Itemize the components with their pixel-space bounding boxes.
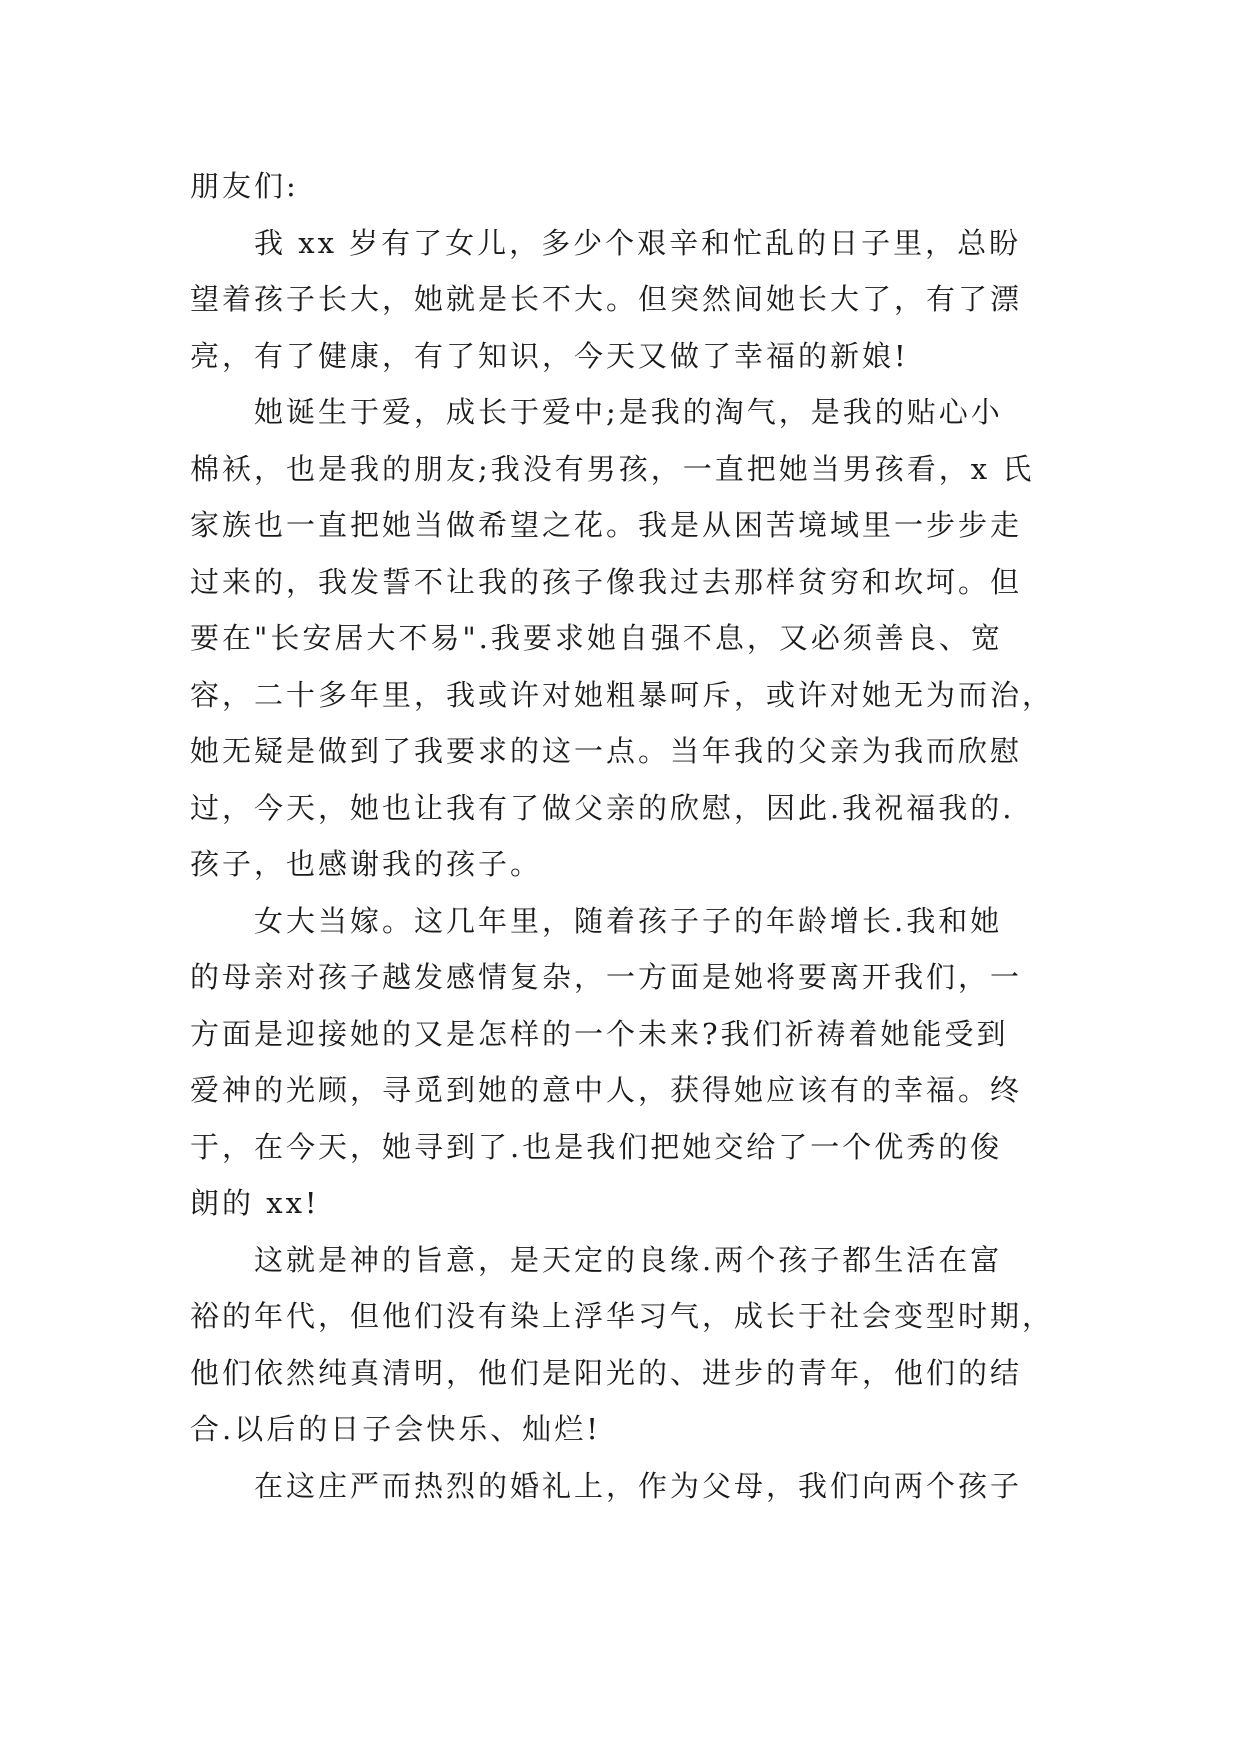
paragraph [190,384,1055,893]
text-line: 女大当嫁。这几年里，随着孩子子的年龄增长.我和她 [254,903,1003,938]
paragraph [190,893,1050,1232]
text-line: 于，在今天，她寻到了.也是我们把她交给了一个优秀的俊 [190,1129,1003,1164]
text-line: 裕的年代，但他们没有染上浮华习气，成长于社会变型时期， [190,1299,1055,1333]
text-line: 过，今天，她也让我有了做父亲的欣慰，因此.我祝福我的. [190,790,1015,825]
text-line: 这就是神的旨意，是天定的良缘.两个孩子都生活在富 [254,1242,1003,1277]
text-line: 亮，有了健康，有了知识，今天又做了幸福的新娘! [190,338,909,373]
text-line: 望着孩子长大，她就是长不大。但突然间她长大了，有了漂 [190,282,1023,316]
text-line: 她诞生于爱，成长于爱中;是我的淘气，是我的贴心小 [254,395,1003,429]
paragraph-list [190,215,1055,1515]
salutation: 朋友们: [190,169,299,203]
text-line: 在这庄严而热烈的婚礼上，作为父母，我们向两个孩子 [254,1468,1023,1503]
text-line: 朗的 xx! [190,1186,320,1220]
text-line: 爱神的光顾，寻觅到她的意中人，获得她应该有的幸福。终 [190,1073,1023,1107]
text-line: 我 xx 岁有了女儿，多少个艰辛和忙乱的日子里，总盼 [254,225,1022,260]
text-line: 她无疑是做到了我要求的这一点。当年我的父亲为我而欣慰 [190,734,1023,768]
text-line: 的母亲对孩子越发感情复杂，一方面是她将要离开我们，一 [190,960,1023,994]
text-line: 合.以后的日子会快乐、灿烂! [190,1412,601,1446]
text-line: 棉袄，也是我的朋友;我没有男孩，一直把她当男孩看，x 氏 [190,451,1035,486]
text-line: 孩子，也感谢我的孩子。 [190,847,543,881]
document-body [190,158,1055,1514]
text-line: 方面是迎接她的又是怎样的一个未来?我们祈祷着她能受到 [190,1016,1009,1051]
text-line: 家族也一直把她当做希望之花。我是从困苦境域里一步步走 [190,508,1023,542]
paragraph [190,1458,1050,1515]
paragraph [190,1232,1055,1458]
paragraph [190,215,1050,385]
text-line: 过来的，我发誓不让我的孩子像我过去那样贫穷和坎坷。但 [190,564,1023,599]
text-line: 容，二十多年里，我或许对她粗暴呵斥，或许对她无为而治， [190,677,1055,712]
text-line: 他们依然纯真清明，他们是阳光的、进步的青年，他们的结 [190,1355,1023,1390]
text-line: 要在"长安居大不易".我要求她自强不息，又必须善良、宽 [190,621,1003,655]
